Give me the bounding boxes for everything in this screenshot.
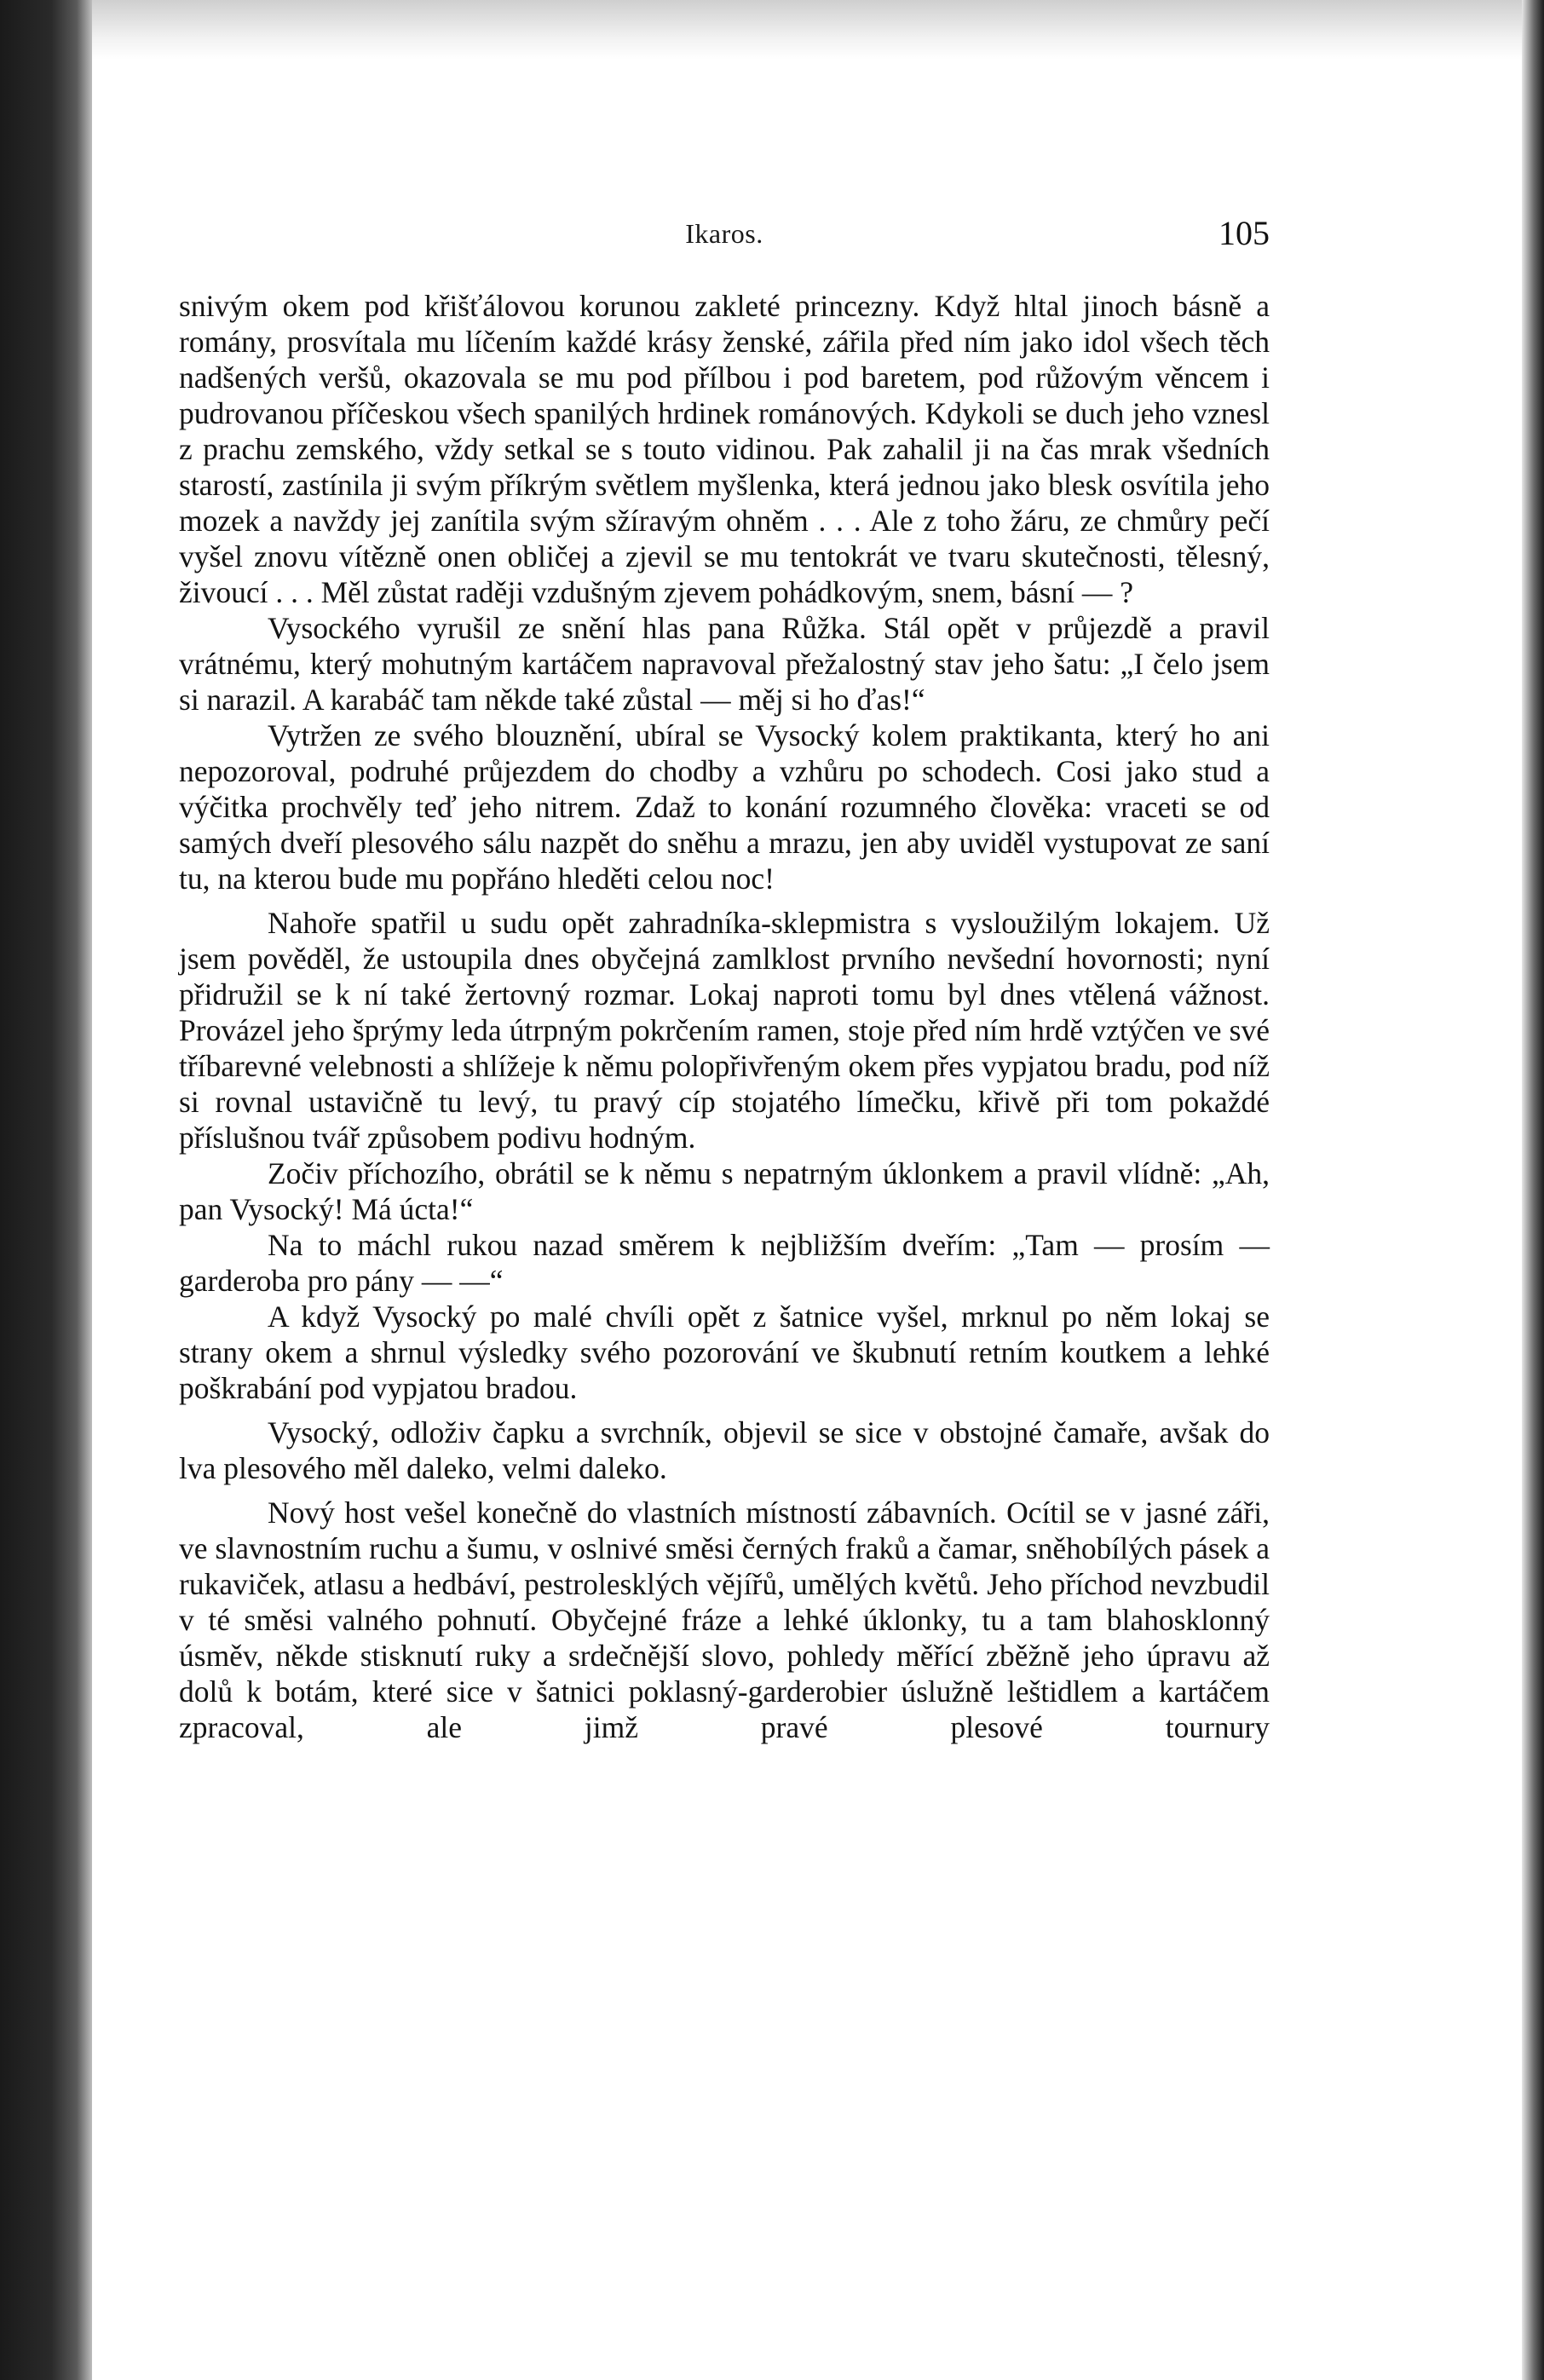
paragraph-5: Zočiv příchozího, obrátil se k němu s nepatrným úklonkem a pravil vlídně: „Ah, pan Vysocký! Má úcta!“ [179,1156,1270,1226]
body-text [179,288,1270,1745]
paragraph-6: Na to máchl rukou nazad směrem k nejbližším dveřím: „Tam — prosím — garderoba pro pány — —“ [179,1228,1270,1298]
running-title: Ikaros. [685,218,763,249]
scan-left-edge [0,0,92,2380]
paragraph-4: Nahoře spatřil u sudu opět zahradníka-sklepmistra s vysloužilým lokajem. Už jsem pověděl, že ustoupila dnes obyčejná zamlklost prvního nevšední hovornosti; nyní přidružil se k ní také žertovný rozmar. Lokaj naproti tomu byl dnes vtělená vážnost. Provázel jeho šprýmy leda útrpným pokrčením ramen, stoje před ním hrdě vztýčen ve své tříbarevné velebnosti a shlížeje k němu polopřivřeným okem přes vypjatou bradu, pod níž si rovnal ustavičně tu levý, tu pravý cíp stojatého límečku, křivě při tom pokaždé příslušnou tvář způsobem podivu hodným. [179,906,1270,1155]
paragraph-1: snivým okem pod křišťálovou korunou zakleté princezny. Když hltal jinoch básně a romány, prosvítala mu líčením každé krásy ženské, zářila před ním jako idol všech těch nadšených veršů, okazovala se mu pod přílbou i pod baretem, pod růžovým věncem i pudrovanou příčeskou všech spanilých hrdinek románových. Kdykoli se duch jeho vznesl z prachu zemského, vždy setkal se s touto vidinou. Pak zahalil ji na čas mrak všedních starostí, zastínila ji svým příkrým světlem myšlenka, která jednou jako blesk osvítila jeho mozek a navždy jej zanítila svým sžíravým ohněm . . . Ale z toho žáru, ze chmůry pečí vyšel znovu vítězně onen obličej a zjevil se mu tentokrát ve tvaru skutečnosti, tělesný, živoucí . . . Měl zůstat raději vzdušným zjevem pohádkovým, snem, básní — ? [179,289,1270,609]
scan-right-edge [1522,0,1544,2380]
scan-top-shadow [92,0,1544,60]
paragraph-7: A když Vysocký po malé chvíli opět z šatnice vyšel, mrknul po něm lokaj se strany okem a shrnul výsledky svého pozorování ve škubnutí retním koutkem a lehké poškrabání pod vypjatou bradou. [179,1299,1270,1405]
page-header [179,210,1270,261]
page-number: 105 [1218,214,1270,252]
paragraph-2: Vysockého vyrušil ze snění hlas pana Růžka. Stál opět v průjezdě a pravil vrátnému, který mohutným kartáčem napravoval přežalostný stav jeho šatu: „I čelo jsem si narazil. A karabáč tam někde také zůstal — měj si ho ďas!“ [179,611,1270,717]
paragraph-8: Vysocký, odloživ čapku a svrchník, objevil se sice v obstojné čamaře, avšak do lva plesového měl daleko, velmi daleko. [179,1415,1270,1485]
paragraph-3: Vytržen ze svého blouznění, ubíral se Vysocký kolem praktikanta, který ho ani nepozoroval, podruhé průjezdem do chodby a vzhůru po schodech. Cosi jako stud a výčitka prochvěly teď jeho nitrem. Zdaž to konání rozumného člověka: vraceti se od samých dveří plesového sálu nazpět do sněhu a mrazu, jen aby uviděl vystupovat ze saní tu, na kterou bude mu popřáno hleděti celou noc! [179,718,1270,896]
paragraph-9: Nový host vešel konečně do vlastních místností zábavních. Ocítil se v jasné záři, ve slavnostním ruchu a šumu, v oslnivé směsi černých fraků a čamar, sněhobílých pásek a rukaviček, atlasu a hedbáví, pestrolesklých vějířů, umělých květů. Jeho příchod nevzbudil v té směsi valného pohnutí. Obyčejné fráze a lehké úklonky, tu a tam blahosklonný úsměv, někde stisknutí ruky a srdečnější slovo, pohledy měřící zběžně jeho úpravu až dolů k botám, které sice v šatnici poklasný-garderobier úslužně leštidlem a kartáčem zpracoval, ale jimž pravé plesové tournury [179,1495,1270,1744]
